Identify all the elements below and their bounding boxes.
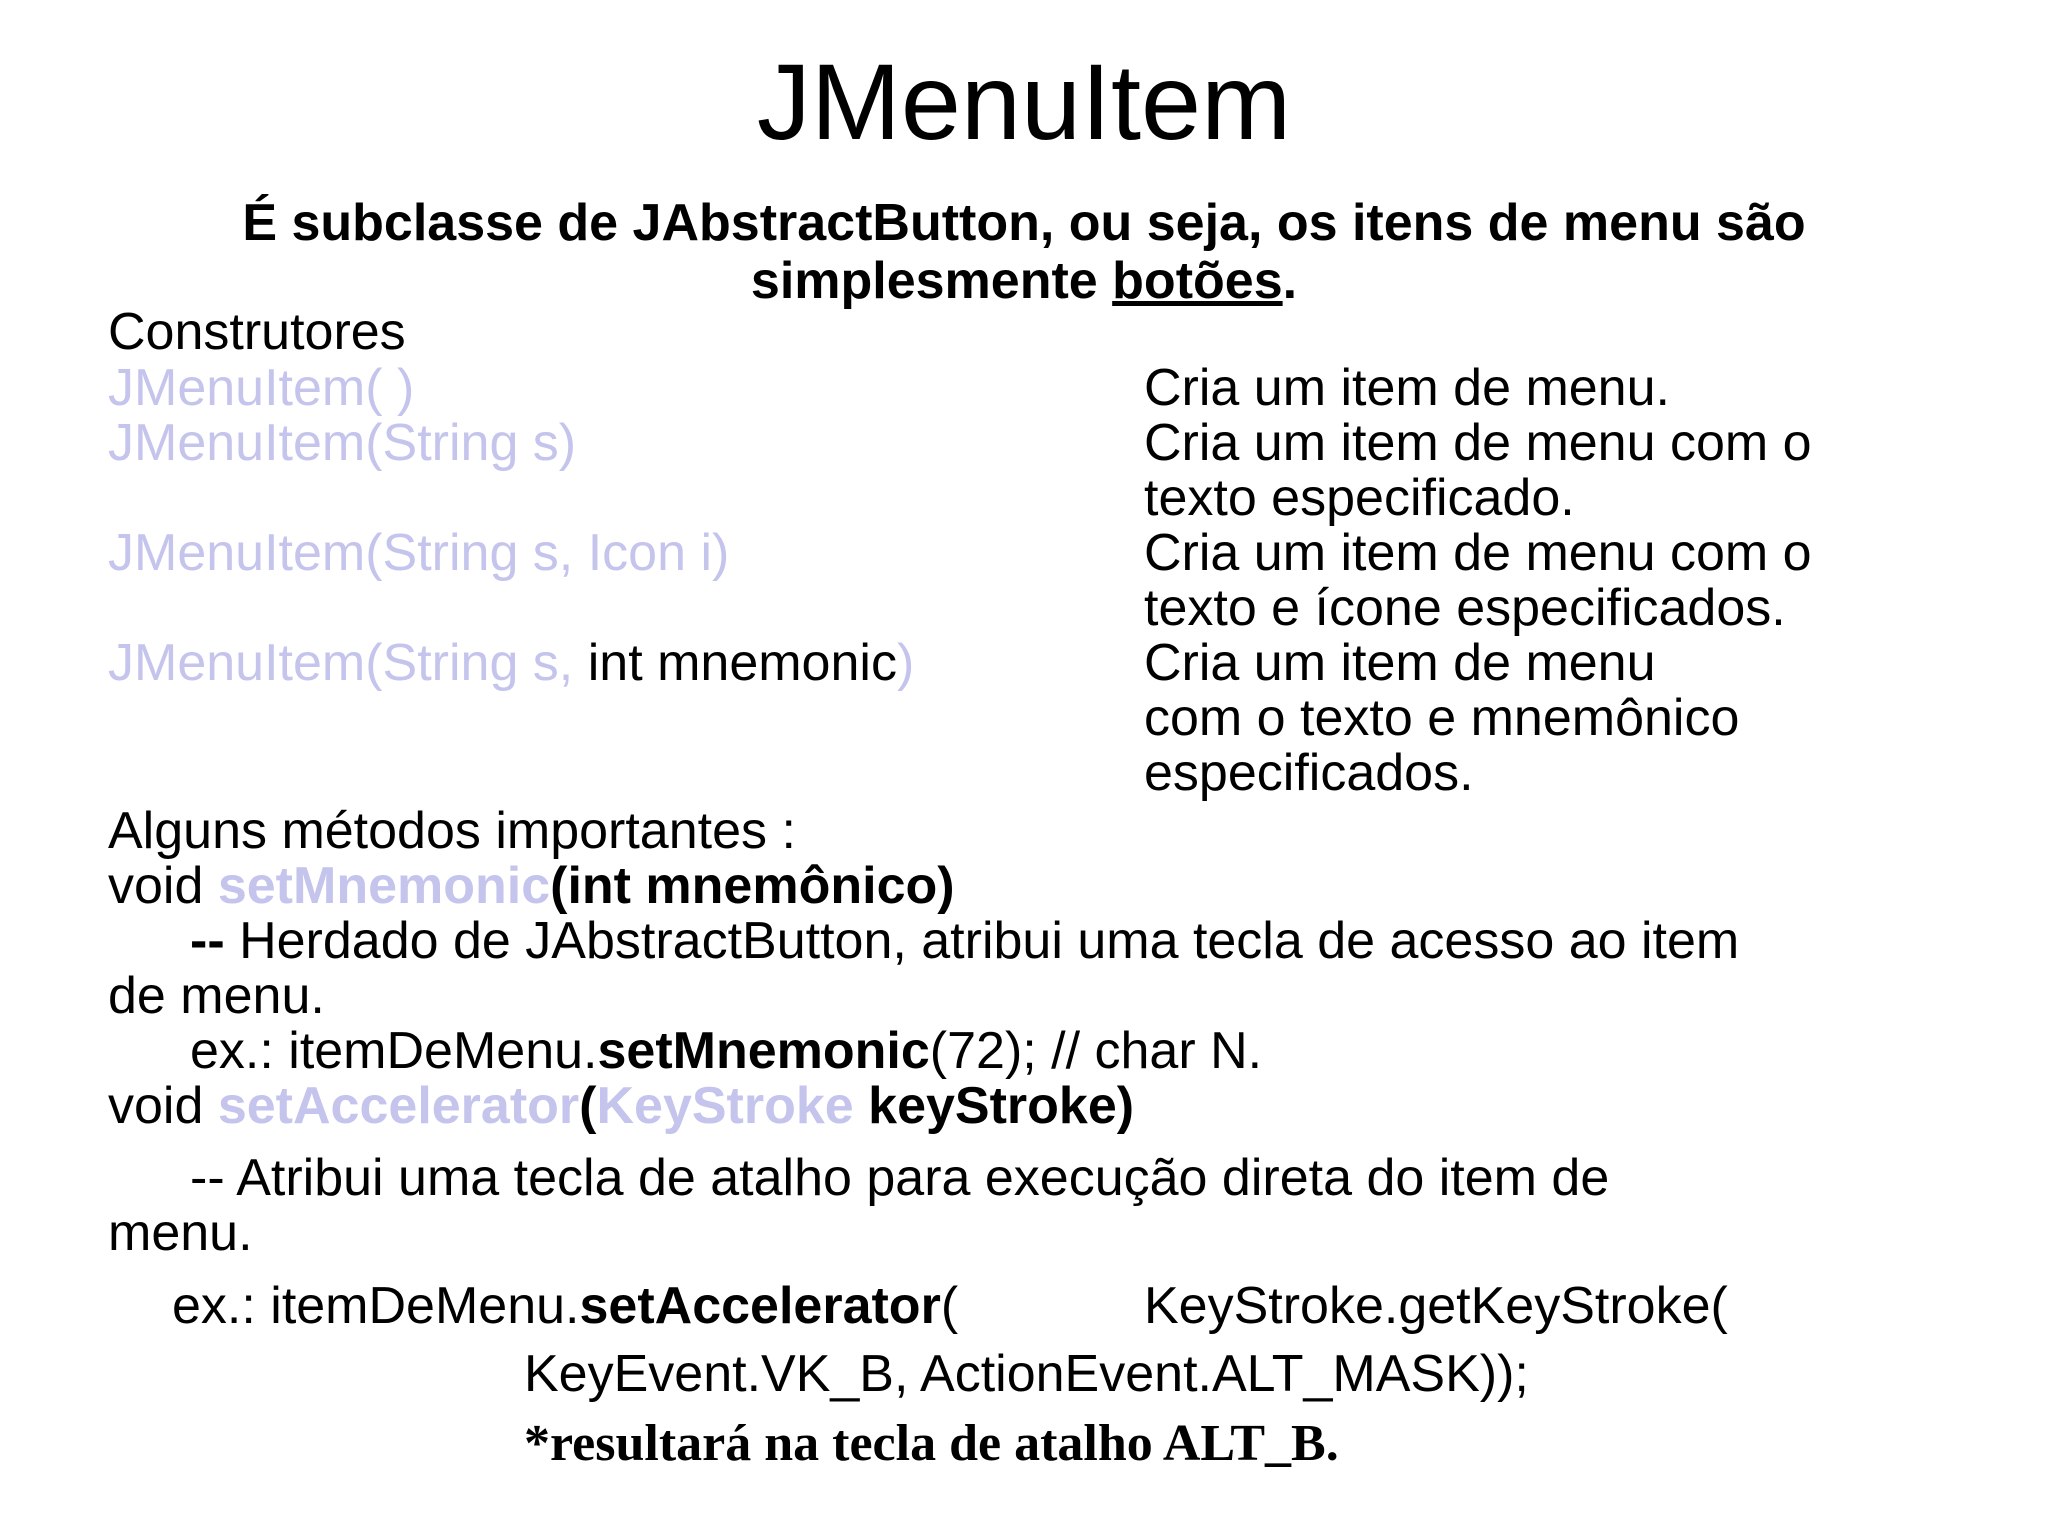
subtitle-line-1: É subclasse de JAbstractButton, ou seja, os itens de menu são xyxy=(242,194,1806,252)
constructor-description-2-line-1: Cria um item de menu com o xyxy=(1144,414,1812,472)
method-2-example-line-2: KeyEvent.VK_B, ActionEvent.ALT_MASK)); xyxy=(524,1345,1529,1403)
method-1-example-suffix: (72); // char N. xyxy=(929,1022,1263,1080)
constructor-description-4-line-3: especificados. xyxy=(1144,744,1474,802)
constructor-description-3-line-2: texto e ícone especificados. xyxy=(1144,579,1786,637)
constructor-description-3-line-1: Cria um item de menu com o xyxy=(1144,524,1812,582)
constructor-signature-1: JMenuItem( ) xyxy=(108,359,415,417)
method-1-params: (int mnemônico) xyxy=(550,857,955,915)
method-1-prefix: void xyxy=(108,857,218,915)
method-1-example-prefix: ex.: itemDeMenu. xyxy=(190,1022,598,1080)
method-2-description-line-2: menu. xyxy=(108,1204,253,1262)
method-1-dash: -- xyxy=(190,912,225,970)
method-2-example-call: KeyStroke.getKeyStroke( xyxy=(1144,1277,1728,1335)
constructor-description-4-line-1: Cria um item de menu xyxy=(1144,634,1656,692)
constructor-signature-4-param: int mnemonic xyxy=(587,634,897,692)
method-2-description-line-1: -- Atribui uma tecla de atalho para execução direta do item de xyxy=(190,1149,1610,1207)
method-2-example-prefix: ex.: itemDeMenu. xyxy=(172,1277,580,1335)
method-2-param-name: keyStroke) xyxy=(853,1077,1135,1135)
method-1-description-line-2: de menu. xyxy=(108,967,325,1025)
method-2-example-line-1 xyxy=(172,1278,958,1334)
slide-title: JMenuItem xyxy=(756,41,1292,162)
subtitle-line-2-prefix: simplesmente xyxy=(750,252,1113,310)
constructor-signature-2: JMenuItem(String s) xyxy=(108,414,577,472)
method-1-name: setMnemonic xyxy=(217,857,551,915)
constructors-heading: Construtores xyxy=(108,303,406,361)
method-2-paren: ( xyxy=(579,1077,597,1135)
slide-subtitle xyxy=(0,194,2048,310)
subtitle-underlined-word: botões xyxy=(1112,252,1283,310)
result-note: *resultará na tecla de atalho ALT_B. xyxy=(524,1415,1339,1472)
constructor-signature-4-part-1: JMenuItem(String s, xyxy=(108,634,588,692)
method-2-example-method: setAccelerator xyxy=(579,1277,941,1335)
constructor-description-4-line-2: com o texto e mnemônico xyxy=(1144,689,1740,747)
subtitle-line-2-suffix: . xyxy=(1282,252,1298,310)
method-1-signature xyxy=(108,858,955,914)
method-2-param-type: KeyStroke xyxy=(596,1077,854,1135)
method-1-description-line-1 xyxy=(190,913,1739,969)
constructor-description-2-line-2: texto especificado. xyxy=(1144,469,1575,527)
constructor-signature-3: JMenuItem(String s, Icon i) xyxy=(108,524,730,582)
method-2-prefix: void xyxy=(108,1077,218,1135)
constructor-signature-4 xyxy=(108,635,914,691)
methods-heading: Alguns métodos importantes : xyxy=(108,802,796,860)
method-1-description-text: Herdado de JAbstractButton, atribui uma tecla de acesso ao item xyxy=(224,912,1740,970)
method-2-name: setAccelerator xyxy=(217,1077,580,1135)
method-2-example-paren: ( xyxy=(940,1277,959,1335)
subtitle-line-2 xyxy=(0,252,2048,310)
method-1-example-method: setMnemonic xyxy=(597,1022,930,1080)
constructor-description-1-line-1: Cria um item de menu. xyxy=(1144,359,1670,417)
method-1-example xyxy=(190,1023,1262,1079)
method-2-signature xyxy=(108,1078,1134,1134)
constructor-signature-4-close: ) xyxy=(896,634,915,692)
